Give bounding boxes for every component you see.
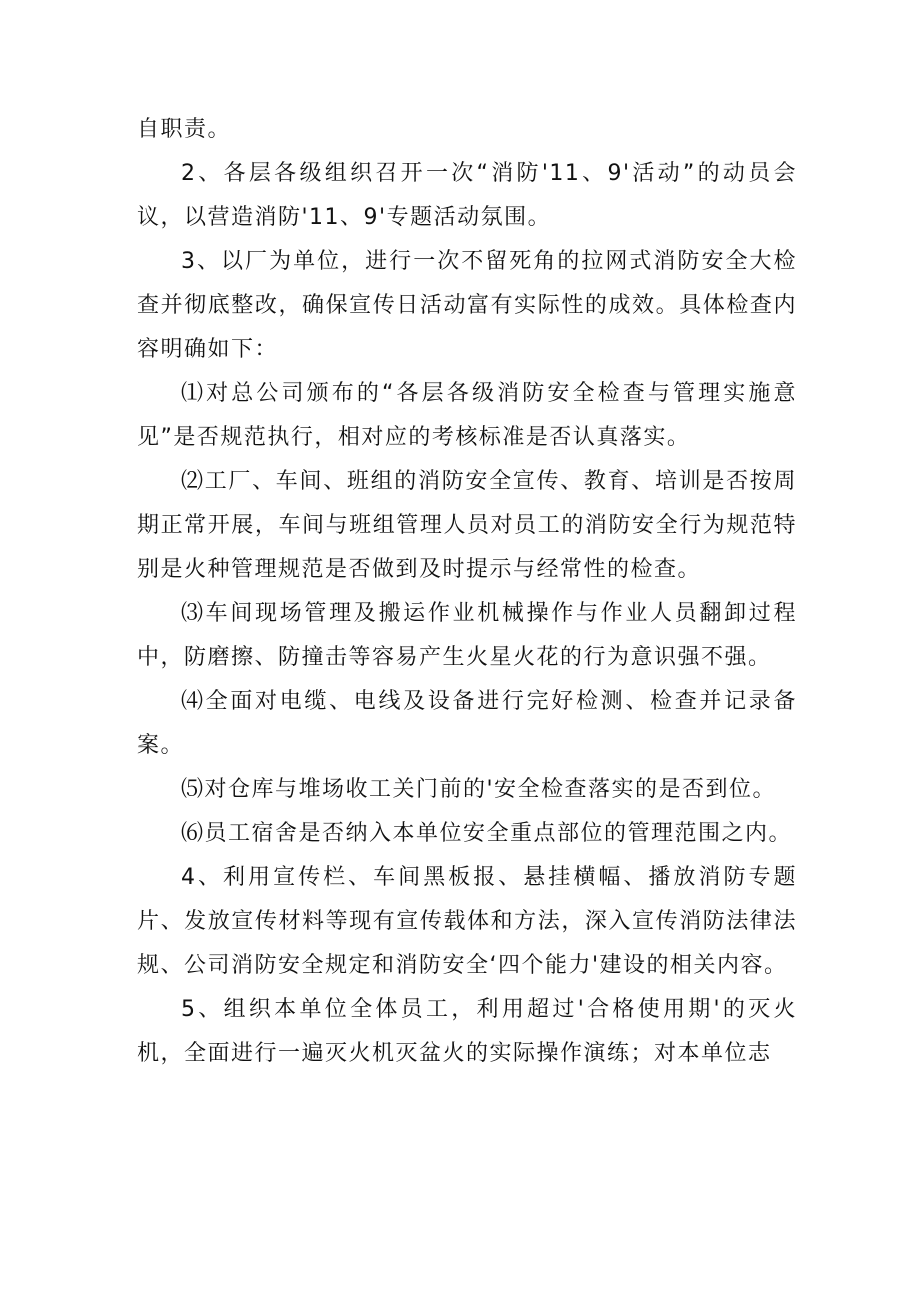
paragraph-8: ⑸对仓库与堆场收工关门前的'安全检查落实的是否到位。 bbox=[181, 777, 777, 802]
paragraph-3: 3、以厂为单位，进行一次不留死角的拉网式消防安全大检查并彻底整改，确保宣传日活动富有实际性的成效。具体检查内容明确如下： bbox=[137, 249, 797, 362]
paragraph-6: ⑶车间现场管理及搬运作业机械操作与作业人员翻卸过程中，防磨擦、防撞击等容易产生火星火花的行为意识强不强。 bbox=[137, 601, 797, 670]
paragraph-11: 5、组织本单位全体员工，利用超过'合格使用期'的灭火机，全面进行一遍灭火机灭盆火的实际操作演练；对本单位志 bbox=[137, 997, 797, 1066]
paragraph-5: ⑵工厂、车间、班组的消防安全宣传、教育、培训是否按周期正常开展，车间与班组管理人员对员工的消防安全行为规范特别是火种管理规范是否做到及时提示与经常性的检查。 bbox=[137, 469, 797, 582]
document-body bbox=[137, 108, 797, 1076]
paragraph-4: ⑴对总公司颁布的“各层各级消防安全检查与管理实施意见”是否规范执行，相对应的考核标准是否认真落实。 bbox=[137, 381, 797, 450]
paragraph-7: ⑷全面对电缆、电线及设备进行完好检测、检查并记录备案。 bbox=[137, 689, 797, 758]
paragraph-2: 2、各层各级组织召开一次“消防'11、9'活动”的动员会议，以营造消防'11、9'专题活动氛围。 bbox=[137, 161, 797, 230]
paragraph-10: 4、利用宣传栏、车间黑板报、悬挂横幅、播放消防专题片、发放宣传材料等现有宣传载体和方法，深入宣传消防法律法规、公司消防安全规定和消防安全‘四个能力'建设的相关内容。 bbox=[137, 865, 797, 978]
paragraph-1: 自职责。 bbox=[137, 117, 232, 142]
paragraph-9: ⑹员工宿舍是否纳入本单位安全重点部位的管理范围之内。 bbox=[181, 821, 793, 846]
